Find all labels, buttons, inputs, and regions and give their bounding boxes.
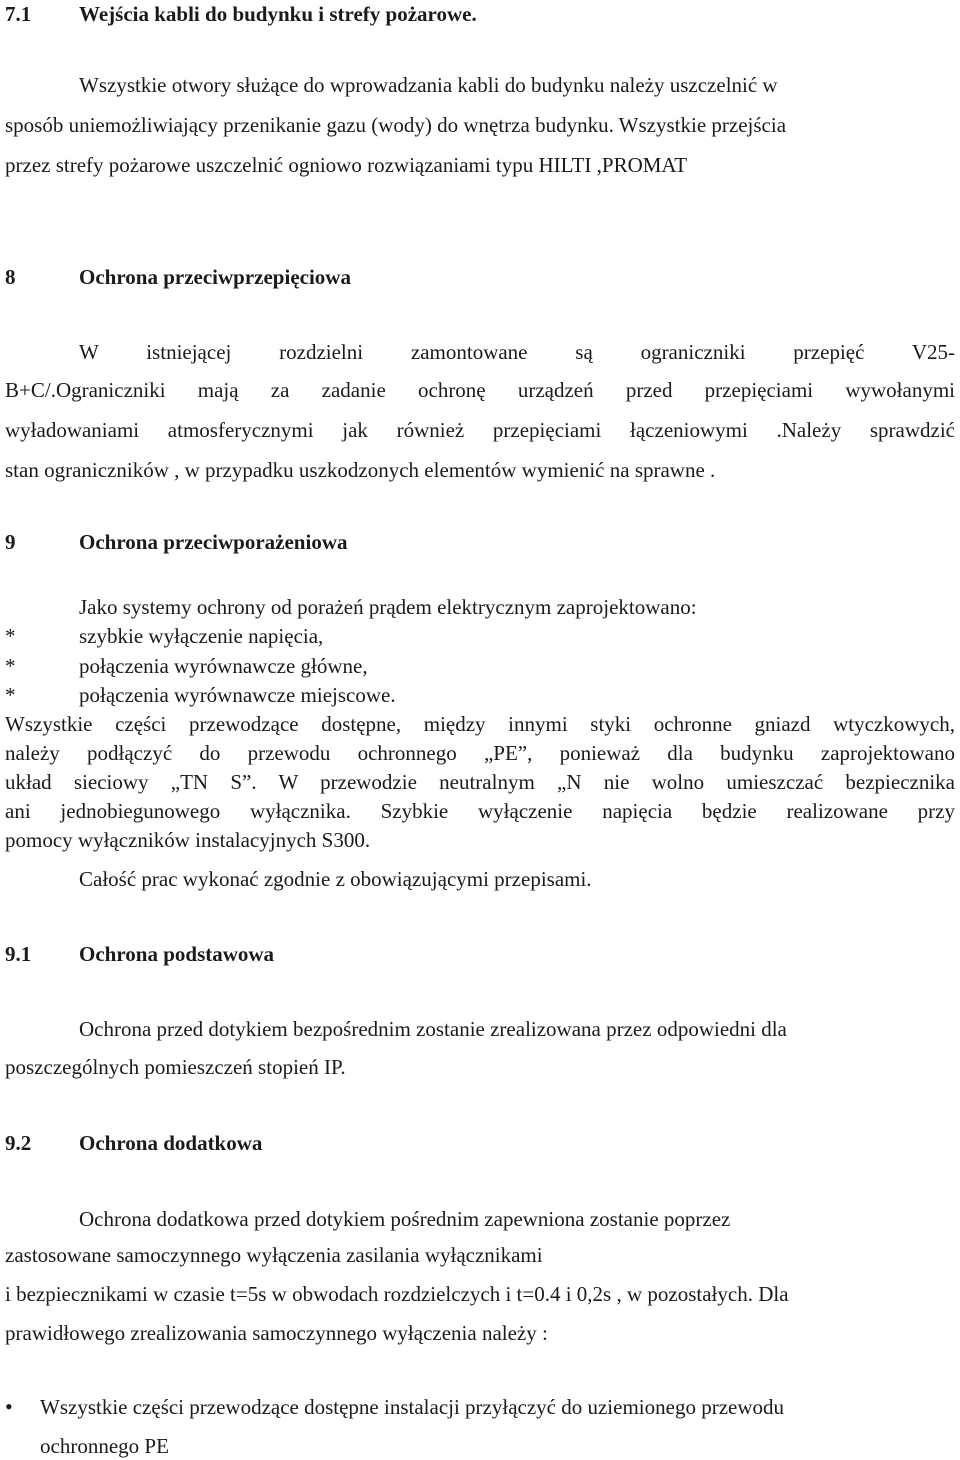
section-heading-9-1: Ochrona podstawowa (79, 942, 275, 966)
section-heading-9: Ochrona przeciwporażeniowa (79, 530, 348, 554)
paragraph-line: Ochrona przed dotykiem bezpośrednim zostanie zrealizowana przez odpowiedni dla (79, 1017, 787, 1041)
list-item: szybkie wyłączenie napięcia, (79, 624, 324, 648)
paragraph-line: i bezpiecznikami w czasie t=5s w obwodach rozdzielczych i t=0.4 i 0,2s , w pozostałych. Dla (5, 1282, 789, 1306)
bullet-item-line: Wszystkie części przewodzące dostępne instalacji przyłączyć do uziemionego przewodu (40, 1395, 785, 1419)
paragraph-line: W istniejącej rozdzielni zamontowane są ograniczniki przepięć V25- (79, 340, 955, 364)
paragraph-line: poszczególnych pomieszczeń stopień IP. (5, 1055, 346, 1079)
paragraph-line: Wszystkie części przewodzące dostępne, między innymi styki ochronne gniazd wtyczkowych, (5, 712, 955, 736)
section-number-8: 8 (5, 265, 16, 289)
paragraph-line: pomocy wyłączników instalacyjnych S300. (5, 828, 371, 852)
list-item: połączenia wyrównawcze miejscowe. (79, 683, 396, 707)
paragraph-line: Ochrona dodatkowa przed dotykiem pośrednim zapewniona zostanie poprzez (79, 1207, 731, 1231)
section-number-7-1: 7.1 (5, 2, 32, 26)
section-heading-7-1: Wejścia kabli do budynku i strefy pożarowe. (79, 2, 477, 26)
paragraph-line: B+C/.Ograniczniki mają za zadanie ochronę urządzeń przed przepięciami wywołanymi (5, 378, 955, 402)
paragraph-line: Całość prac wykonać zgodnie z obowiązującymi przepisami. (79, 867, 592, 891)
paragraph-line: układ sieciowy „TN S”. W przewodzie neutralnym „N nie wolno umieszczać bezpiecznika (5, 770, 955, 794)
section-number-9-1: 9.1 (5, 942, 32, 966)
list-item: połączenia wyrównawcze główne, (79, 654, 368, 678)
paragraph-line: sposób uniemożliwiający przenikanie gazu (wody) do wnętrza budynku. Wszystkie przejścia (5, 113, 787, 137)
paragraph-line: Jako systemy ochrony od porażeń prądem elektrycznym zaprojektowano: (79, 595, 697, 619)
paragraph-line: wyładowaniami atmosferycznymi jak również przepięciami łączeniowymi .Należy sprawdzić (5, 418, 955, 442)
list-marker: * (5, 654, 16, 678)
paragraph-line: prawidłowego zrealizowania samoczynnego wyłączenia należy : (5, 1321, 548, 1345)
paragraph-line: zastosowane samoczynnego wyłączenia zasilania wyłącznikami (5, 1243, 543, 1267)
paragraph-line: ani jednobiegunowego wyłącznika. Szybkie wyłączenie napięcia będzie realizowane przy (5, 799, 955, 823)
paragraph-line: Wszystkie otwory służące do wprowadzania kabli do budynku należy uszczelnić w (79, 73, 778, 97)
paragraph-line: przez strefy pożarowe uszczelnić ogniowo rozwiązaniami typu HILTI ,PROMAT (5, 153, 688, 177)
section-number-9-2: 9.2 (5, 1131, 32, 1155)
section-heading-9-2: Ochrona dodatkowa (79, 1131, 263, 1155)
list-marker: * (5, 683, 16, 707)
section-number-9: 9 (5, 530, 16, 554)
list-marker: * (5, 624, 16, 648)
section-heading-8: Ochrona przeciwprzepięciowa (79, 265, 351, 289)
paragraph-line: stan ograniczników , w przypadku uszkodzonych elementów wymienić na sprawne . (5, 458, 716, 482)
bullet-icon: • (5, 1394, 13, 1419)
bullet-item-line: ochronnego PE (40, 1434, 169, 1458)
paragraph-line: należy podłączyć do przewodu ochronnego „PE”, ponieważ dla budynku zaprojektowano (5, 741, 955, 765)
